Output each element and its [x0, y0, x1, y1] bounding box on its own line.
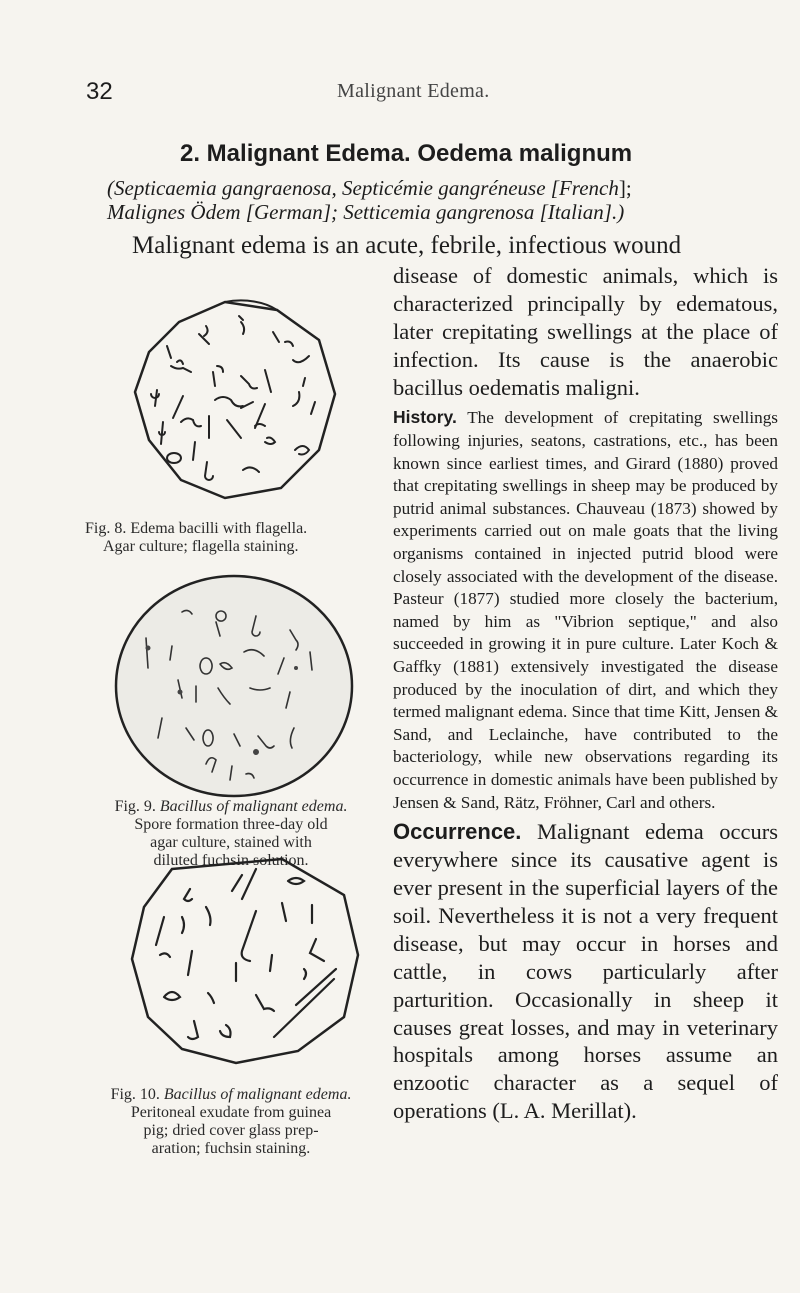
synonyms-text: (Septicaemia gangraenosa, Septicémie gangréneuse [: [107, 176, 559, 200]
caption-line: Spore formation three-day old: [134, 816, 328, 833]
intro-rest: disease of domestic animals, which is characterized principally by edematous, later crepitating swellings at the place of infection. Its cause is the anaerobic bacillus oedematis maligni.: [393, 263, 778, 401]
synonyms-line-2: [107, 200, 767, 224]
synonyms-text: ];: [618, 176, 632, 200]
figure-10-caption: [86, 1086, 376, 1158]
caption-line: agar culture, stained with: [150, 834, 312, 851]
caption-line: Fig. 8. Edema bacilli with flagella.: [85, 520, 308, 537]
synonyms-text: ]; Setticemia gangrenosa [: [322, 200, 548, 224]
synonyms-text: Malignes Ödem [: [107, 200, 254, 224]
body-column: [393, 262, 778, 1125]
figure-8-caption: [85, 520, 375, 556]
occurrence-heading: Occurrence.: [393, 819, 522, 845]
figure-8: [85, 282, 375, 556]
running-head: Malignant Edema.: [337, 80, 490, 102]
figure-10: [86, 845, 376, 1158]
synonyms: [107, 176, 767, 224]
page-number: 32: [86, 78, 113, 105]
intro-paragraph: [393, 262, 778, 402]
caption-species: Bacillus of malignant edema.: [159, 798, 348, 815]
synonyms-line-1: [107, 176, 767, 200]
caption-label: Fig. 9.: [114, 798, 156, 815]
caption-line: aration; fuchsin staining.: [151, 1140, 311, 1157]
synonyms-language: Italian: [547, 200, 604, 224]
synonyms-language: French: [558, 176, 619, 200]
caption-species: Bacillus of malignant edema.: [163, 1086, 352, 1103]
synonyms-language: German: [253, 200, 323, 224]
intro-line: Malignant edema is an acute, febrile, infectious wound: [132, 232, 682, 259]
figure-9: [86, 568, 376, 870]
history-text: The development of crepitating swellings following injuries, seatons, castrations, etc., has been known since earliest times, and Girard (1880) proved that crepitating swellings in sheep may be produced by putrid animal substances. Chauveau (1873) showed by experiments carried out on male goats that the living organisms contained in injected putrid blood were closely associated with the development of the disease. Pasteur (1877) studied more closely the bacterium, named by him as "Vibrion septique," and also succeeded in growing it in pure culture. Later Koch & Gaffky (1881) extensively investigated the disease produced by the inoculation of dirt, and which they termed malignant edema. Since that time Kitt, Jensen & Sand, and Leclainche, have contributed to the bacteriology, while new observations regarding its occurrence in domestic animals have been published by Jensen & Sand, Rätz, Fröhner, Carl and others.: [393, 408, 778, 812]
occurrence-text: Malignant edema occurs everywhere since its causative agent is ever present in the superficial layers of the soil. Nevertheless it is not a very frequent disease, but may occur in horses and cattle, in cows particularly after parturition. Occasionally in sheep it causes great losses, and may in veterinary hospitals among horses assume an enzootic character as a sequel of operations (L. A. Merillat).: [393, 819, 778, 1124]
fig9-micrograph-illustration: [86, 568, 376, 808]
fig10-micrograph-illustration: [86, 845, 376, 1080]
caption-line: diluted fuchsin solution.: [153, 852, 309, 869]
caption-line: Peritoneal exudate from guinea: [130, 1104, 332, 1121]
synonyms-text: ].): [603, 200, 625, 224]
history-heading: History.: [393, 407, 457, 428]
caption-label: Fig. 10.: [110, 1086, 160, 1103]
occurrence-paragraph: [393, 818, 778, 1125]
section-title: 2. Malignant Edema. Oedema malignum: [180, 140, 633, 167]
caption-line: Agar culture; flagella staining.: [103, 538, 299, 555]
caption-line: [86, 1086, 376, 1104]
fig8-micrograph-illustration: [105, 282, 375, 520]
caption-line: pig; dried cover glass prep-: [143, 1122, 319, 1139]
history-paragraph: [393, 406, 778, 814]
caption-line: [86, 798, 376, 816]
